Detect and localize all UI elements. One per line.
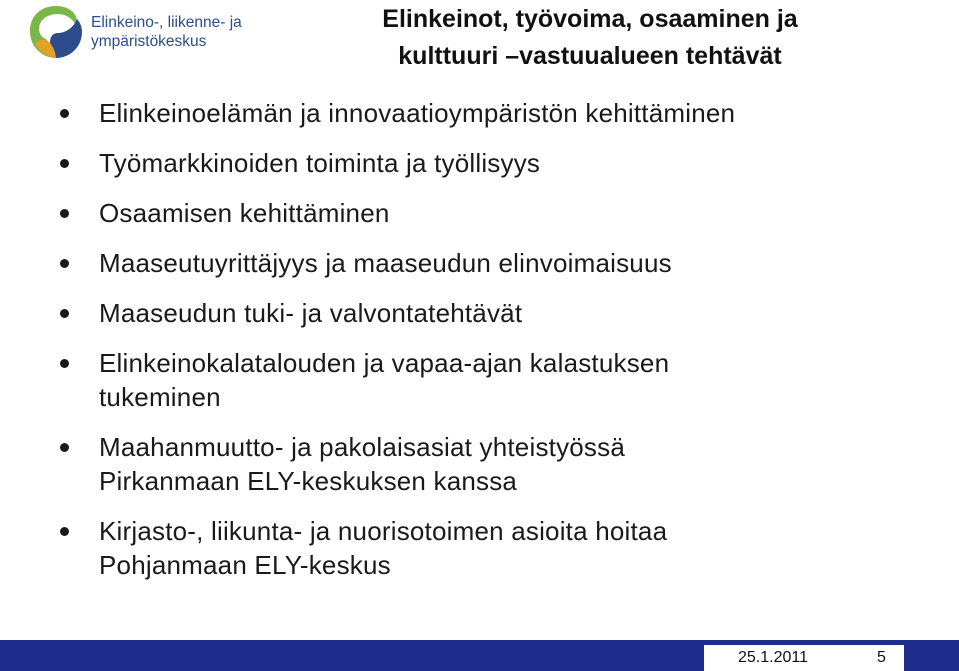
bullet-text: Osaamisen kehittäminen: [99, 198, 390, 228]
bullet-item: [60, 196, 940, 230]
bullet-item: [60, 146, 940, 180]
logo: [26, 2, 256, 62]
bullet-item: [60, 514, 940, 582]
bullet-text: Maaseutuyrittäjyys ja maaseudun elinvoimaisuus: [99, 248, 672, 278]
logo-line: Elinkeino-, liikenne- ja: [91, 14, 242, 31]
bullet-dot-icon: [60, 527, 69, 536]
page-number: 5: [877, 649, 886, 666]
bullet-text: Elinkeinoelämän ja innovaatioympäristön kehittäminen: [99, 98, 736, 128]
bullet-text: Pohjanmaan ELY-keskus: [99, 550, 391, 580]
bullet-item: [60, 430, 940, 498]
logo-emblem-icon: [26, 2, 86, 62]
bullet-item: [60, 346, 940, 414]
bullet-dot-icon: [60, 209, 69, 218]
bullet-text: Elinkeinokalatalouden ja vapaa-ajan kalastuksen: [99, 348, 670, 378]
bullet-dot-icon: [60, 359, 69, 368]
bullet-dot-icon: [60, 309, 69, 318]
bullet-text: Pirkanmaan ELY-keskuksen kanssa: [99, 466, 518, 496]
bullet-dot-icon: [60, 109, 69, 118]
slide-title-line: Elinkeinot, työvoima, osaaminen ja: [382, 5, 798, 33]
bullet-text: Kirjasto-, liikunta- ja nuorisotoimen asioita hoitaa: [99, 516, 668, 546]
slide-title: [260, 1, 920, 75]
bullet-list: [60, 96, 940, 598]
bullet-dot-icon: [60, 443, 69, 452]
bullet-text: tukeminen: [99, 382, 221, 412]
bullet-dot-icon: [60, 259, 69, 268]
bullet-item: [60, 246, 940, 280]
logo-line: ympäristökeskus: [91, 33, 207, 50]
bullet-text: Työmarkkinoiden toiminta ja työllisyys: [99, 148, 541, 178]
slide-title-line: kulttuuri –vastuualueen tehtävät: [398, 42, 782, 70]
bullet-text: Maahanmuutto- ja pakolaisasiat yhteistyössä: [99, 432, 625, 462]
bullet-item: [60, 296, 940, 330]
bullet-text: Maaseudun tuki- ja valvontatehtävät: [99, 298, 523, 328]
logo-wordmark: [91, 13, 242, 51]
bullet-dot-icon: [60, 159, 69, 168]
footer-date: 25.1.2011: [738, 649, 808, 666]
bullet-item: [60, 96, 940, 130]
